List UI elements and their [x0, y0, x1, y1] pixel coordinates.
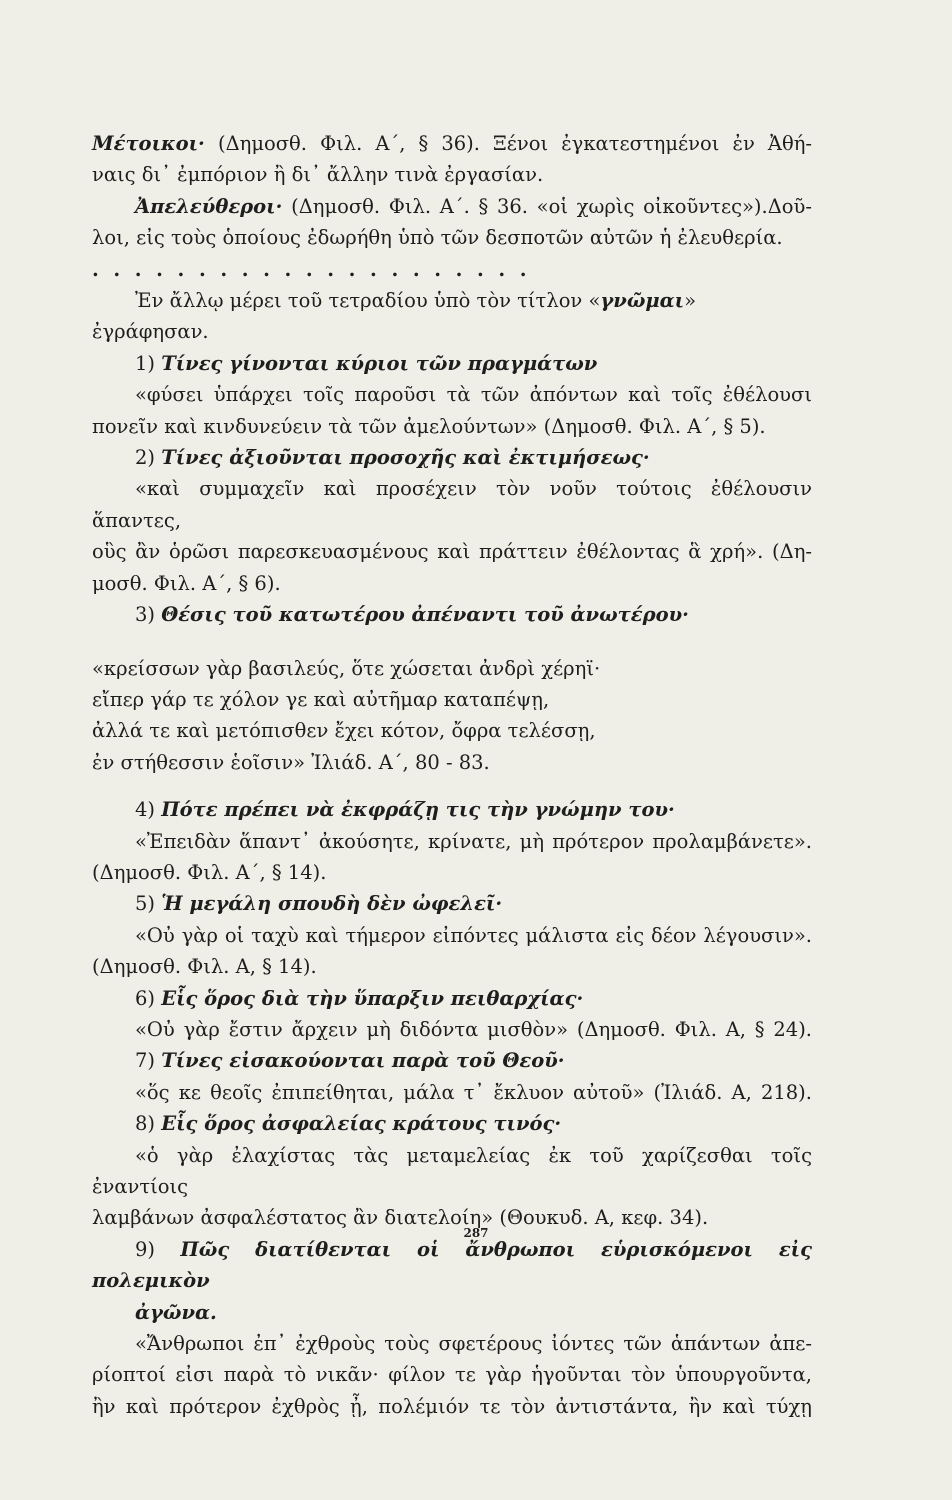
- heading-number: 8): [135, 1112, 162, 1136]
- verse-line: εἴπερ γάρ τε χόλον γε καὶ αὐτῆμαρ καταπέψῃ,: [92, 687, 550, 711]
- heading-text: Ἡ μεγάλη σπουδὴ δὲν ὠφελεῖ·: [161, 892, 503, 916]
- intro-text-end: » ἐγράφησαν.: [92, 289, 697, 344]
- term-metoikoi: Μέτοικοι·: [92, 132, 205, 155]
- quote-line: (Δημοσθ. Φιλ. Α, § 14).: [92, 955, 317, 979]
- quote-line: «ὅς κε θεοῖς ἐπιπείθηται, μάλα τ᾽ ἔκλυον αὐτοῦ» (Ἰλιάδ. Α, 218).: [135, 1080, 812, 1104]
- definition-text: (Δημοσθ. Φιλ. Α΄. § 36. «οἱ χωρὶς οἰκοῦντες»).Δοῦ-: [282, 194, 812, 218]
- heading-6: [92, 983, 812, 1014]
- heading-text: Τίνες γίνονται κύριοι τῶν πραγμάτων: [161, 351, 598, 375]
- page-number: 287: [463, 1226, 489, 1240]
- quote-line: «φύσει ὑπάρχει τοῖς παροῦσι τὰ τῶν ἀπόντων καὶ τοῖς ἐθέλουσι: [135, 383, 812, 407]
- quote-line: λαμβάνων ἀσφαλέστατος ἂν διατελοίη» (Θουκυδ. Α, κεφ. 34).: [92, 1206, 709, 1230]
- line-apeleutheroi: [92, 191, 812, 222]
- heading-text: Θέσις τοῦ κατωτέρου ἀπέναντι τοῦ ἀνωτέρου·: [161, 603, 689, 627]
- verse-line: ἀλλά τε καὶ μετόπισθεν ἔχει κότον, ὄφρα τελέσσῃ,: [92, 719, 596, 743]
- heading-9: [92, 1234, 812, 1297]
- line-metoikoi: [92, 128, 812, 159]
- quote-line: (Δημοσθ. Φιλ. Α΄, § 14).: [92, 860, 327, 884]
- quote-line: μοσθ. Φιλ. Α΄, § 6).: [92, 571, 281, 595]
- heading-1: [92, 348, 812, 379]
- heading-7: [92, 1045, 812, 1076]
- intro-line: [92, 285, 812, 348]
- heading-text: Πότε πρέπει νὰ ἐκφράζῃ τις τὴν γνώμην του·: [161, 798, 675, 822]
- heading-text: ἀγῶνα.: [135, 1300, 217, 1324]
- heading-number: 4): [135, 798, 162, 822]
- heading-text: Εἷς ὅρος διὰ τὴν ὕπαρξιν πειθαρχίας·: [161, 986, 584, 1010]
- heading-5: [92, 888, 812, 919]
- verse-line: ἐν στήθεσσιν ἑοῖσιν» Ἰλιάδ. Α΄, 80 - 83.: [92, 750, 490, 774]
- heading-4: [92, 794, 812, 825]
- quote-line: «Οὐ γὰρ ἔστιν ἄρχειν μὴ διδόντα μισθὸν» (Δημοσθ. Φιλ. Α, § 24).: [135, 1017, 812, 1041]
- heading-3: [92, 599, 812, 630]
- quote-line: «Ἄνθρωποι ἐπ᾽ ἐχθροὺς τοὺς σφετέρους ἰόντες τῶν ἁπάντων ἀπε-: [135, 1332, 812, 1356]
- heading-text: Τίνες ἀξιοῦνται προσοχῆς καὶ ἐκτιμήσεως·: [161, 446, 650, 470]
- ellipsis-divider: .....................: [92, 257, 542, 281]
- heading-text: Εἷς ὅρος ἀσφαλείας κράτους τινός·: [161, 1112, 562, 1136]
- quote-line: «Οὐ γὰρ οἱ ταχὺ καὶ τήμερον εἰπόντες μάλιστα εἰς δέον λέγουσιν».: [135, 923, 812, 947]
- heading-number: 2): [135, 446, 162, 470]
- definition-text: (Δημοσθ. Φιλ. Α΄, § 36). Ξένοι ἐγκατεστημένοι ἐν Ἀθή-: [204, 132, 812, 155]
- line: ναις δι᾽ ἐμπόριον ἢ δι᾽ ἄλλην τινὰ ἐργασίαν.: [92, 163, 544, 187]
- heading-text: Πῶς διατίθενται οἱ ἄνθρωποι εὑρισκόμενοι εἰς πολεμικὸν: [92, 1237, 812, 1293]
- heading-number: 6): [135, 986, 162, 1010]
- heading-8: [92, 1108, 812, 1139]
- quote-line: ἢν καὶ πρότερον ἐχθρὸς ᾖ, πολέμιόν τε τὸν ἀντιστάντα, ἢν καὶ τύχῃ: [92, 1394, 812, 1418]
- quote-line: «καὶ συμμαχεῖν καὶ προσέχειν τὸν νοῦν τούτοις ἐθέλουσιν ἅπαντες,: [92, 477, 812, 532]
- quote-line: «Ἐπειδὰν ἅπαντ᾽ ἀκούσητε, κρίνατε, μὴ πρότερον προλαμβάνετε».: [135, 829, 812, 853]
- verse-line: «κρείσσων γὰρ βασιλεύς, ὅτε χώσεται ἀνδρὶ χέρηϊ·: [92, 656, 601, 680]
- heading-number: 7): [135, 1049, 162, 1073]
- intro-text: Ἐν ἄλλῳ μέρει τοῦ τετραδίου ὑπὸ τὸν τίτλον «: [135, 289, 601, 313]
- quote-line: πονεῖν καὶ κινδυνεύειν τὰ τῶν ἀμελούντων» (Δημοσθ. Φιλ. Α΄, § 5).: [92, 414, 766, 438]
- heading-number: 5): [135, 892, 162, 916]
- term-apeleutheroi: Ἀπελεύθεροι·: [135, 194, 283, 218]
- quote-line: οὓς ἂν ὁρῶσι παρεσκευασμένους καὶ πράττειν ἐθέλοντας ἃ χρή». (Δη-: [92, 540, 812, 564]
- quote-line: «ὁ γὰρ ἐλαχίστας τὰς μεταμελείας ἐκ τοῦ χαρίζεσθαι τοῖς ἐναντίοις: [92, 1143, 812, 1198]
- heading-number: 9): [135, 1237, 181, 1261]
- title-gnomai: γνῶμαι: [600, 289, 685, 313]
- heading-number: 3): [135, 603, 162, 627]
- heading-number: 1): [135, 351, 162, 375]
- quote-line: ρίοπτοί εἰσι παρὰ τὸ νικᾶν· φίλον τε γὰρ ἡγοῦνται τὸν ὑπουργοῦντα,: [92, 1363, 812, 1387]
- heading-2: [92, 442, 812, 473]
- line: λοι, εἰς τοὺς ὁποίους ἐδωρήθη ὑπὸ τῶν δεσποτῶν αὐτῶν ἡ ἐλευθερία.: [92, 226, 783, 250]
- heading-9-continued: [92, 1297, 812, 1328]
- heading-text: Τίνες εἰσακούονται παρὰ τοῦ Θεοῦ·: [161, 1049, 565, 1073]
